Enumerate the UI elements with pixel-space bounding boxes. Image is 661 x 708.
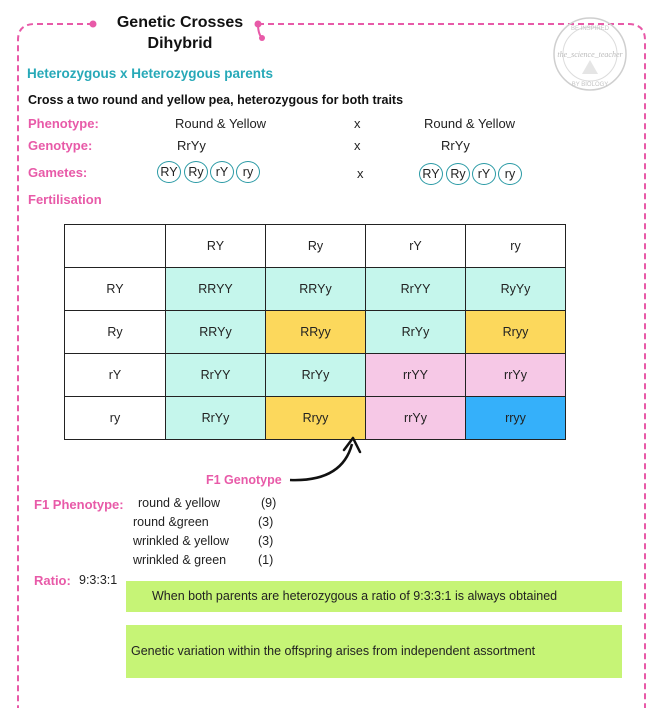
phenotype-count: (1)	[258, 553, 274, 567]
punnett-row	[65, 268, 566, 311]
punnett-cell: rryy	[466, 397, 566, 440]
fertilisation-label: Fertilisation	[28, 192, 102, 207]
punnett-row-header: Ry	[65, 311, 166, 354]
f1-genotype-label: F1 Genotype	[206, 473, 282, 487]
page-title	[80, 12, 280, 54]
ratio-value: 9:3:3:1	[79, 573, 118, 587]
genotype-parent-2: RrYy	[441, 138, 470, 153]
phenotype-parent-1: Round & Yellow	[175, 116, 267, 131]
svg-text:BE INSPIRED: BE INSPIRED	[570, 26, 610, 32]
cross-instruction: Cross a two round and yellow pea, heterozygous for both traits	[28, 93, 404, 107]
punnett-cell: rrYY	[366, 354, 466, 397]
gamete-circle: Ry	[184, 161, 208, 183]
punnett-header-row	[65, 225, 566, 268]
punnett-cell: RrYy	[366, 311, 466, 354]
punnett-cell: RrYY	[366, 268, 466, 311]
punnett-cell: RRYy	[166, 311, 266, 354]
phenotype-count: (9)	[261, 496, 277, 510]
phenotype-count: (3)	[258, 534, 274, 548]
punnett-cell: rrYy	[366, 397, 466, 440]
punnett-row-header: ry	[65, 397, 166, 440]
note-box: Genetic variation within the offspring arises from independent assortment	[126, 625, 622, 678]
phenotype-item: wrinkled & yellow	[133, 534, 229, 548]
genotype-label: Genotype:	[28, 138, 93, 153]
gamete-circle: RY	[419, 163, 443, 185]
punnett-cell: RrYY	[166, 354, 266, 397]
svg-text:BY BIOLOGY: BY BIOLOGY	[571, 82, 609, 88]
title-line-2: Dihybrid	[147, 35, 213, 52]
teacher-logo	[550, 14, 630, 94]
punnett-cell: RrYy	[166, 397, 266, 440]
punnett-column-header: RY	[166, 225, 266, 268]
f1-phenotype-counts	[258, 494, 276, 570]
punnett-square	[64, 224, 566, 440]
genotype-cross: x	[354, 138, 361, 153]
f1-phenotype-list	[133, 494, 229, 570]
punnett-cell: RRYY	[166, 268, 266, 311]
punnett-row	[65, 311, 566, 354]
f1-phenotype-label: F1 Phenotype:	[34, 497, 124, 512]
phenotype-item: wrinkled & green	[133, 553, 227, 567]
gamete-circle: Ry	[446, 163, 470, 185]
punnett-cell: RRyy	[266, 311, 366, 354]
punnett-row-header: rY	[65, 354, 166, 397]
punnett-cell: RyYy	[466, 268, 566, 311]
punnett-column-header: rY	[366, 225, 466, 268]
note-box: When both parents are heterozygous a ratio of 9:3:3:1 is always obtained	[126, 581, 622, 612]
punnett-corner-cell	[65, 225, 166, 268]
punnett-column-header: ry	[466, 225, 566, 268]
gametes-cross: x	[357, 166, 364, 181]
phenotype-item: round & yellow	[138, 496, 220, 510]
title-line-1: Genetic Crosses	[116, 14, 244, 31]
svg-text:the_science_teacher: the_science_teacher	[557, 50, 623, 59]
gamete-circle: rY	[210, 161, 234, 183]
punnett-cell: rrYy	[466, 354, 566, 397]
punnett-column-header: Ry	[266, 225, 366, 268]
section-subtitle: Heterozygous x Heterozygous parents	[27, 66, 274, 81]
genotype-parent-1: RrYy	[177, 138, 206, 153]
punnett-cell: RRYy	[266, 268, 366, 311]
gametes-label: Gametes:	[28, 165, 88, 180]
gamete-circle: rY	[472, 163, 496, 185]
punnett-cell: Rryy	[266, 397, 366, 440]
punnett-row-header: RY	[65, 268, 166, 311]
punnett-row	[65, 354, 566, 397]
gamete-circle: ry	[498, 163, 522, 185]
gamete-circle: ry	[236, 161, 260, 183]
phenotype-parent-2: Round & Yellow	[424, 116, 516, 131]
phenotype-cross: x	[354, 116, 361, 131]
phenotype-label: Phenotype:	[28, 116, 99, 131]
f1-genotype-arrow	[280, 430, 370, 490]
phenotype-count: (3)	[258, 515, 274, 529]
punnett-cell: RrYy	[266, 354, 366, 397]
phenotype-item: round &green	[133, 515, 209, 529]
ratio-label: Ratio:	[34, 573, 71, 588]
gamete-circle: RY	[157, 161, 181, 183]
punnett-cell: Rryy	[466, 311, 566, 354]
